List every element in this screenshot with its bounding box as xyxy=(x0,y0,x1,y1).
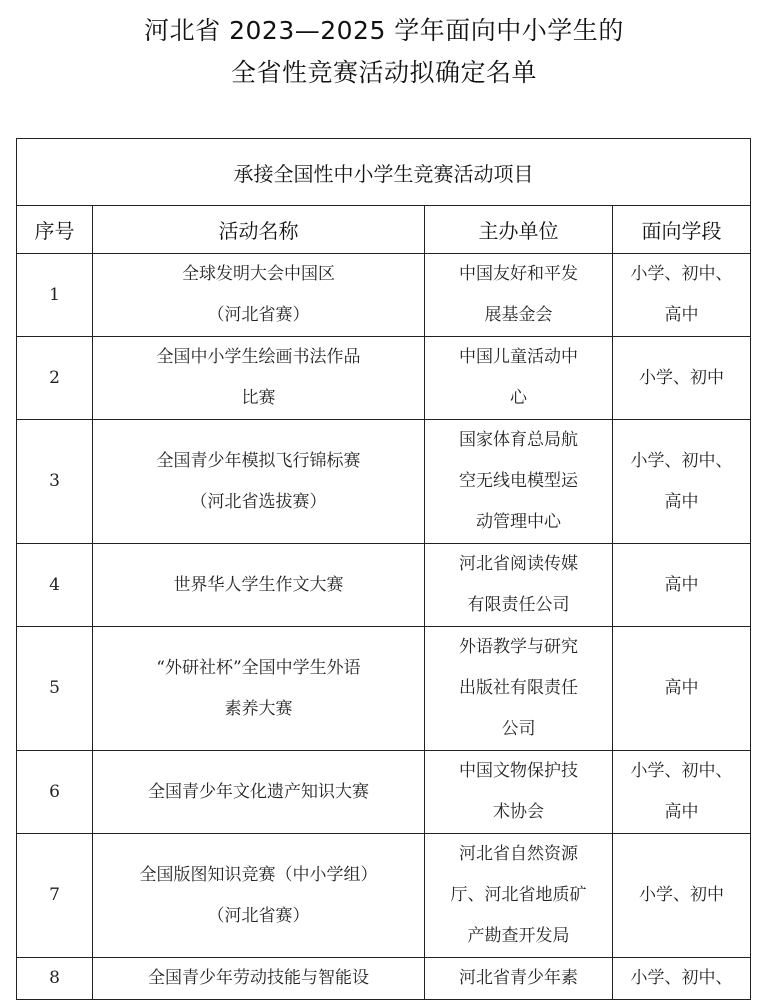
organizer-line: 中国儿童活动中 xyxy=(459,347,578,367)
header-row xyxy=(17,206,751,254)
row-number: 2 xyxy=(17,337,93,420)
competition-table xyxy=(16,138,751,1000)
activity-name-line: 全国中小学生绘画书法作品 xyxy=(156,347,361,367)
table-row xyxy=(17,254,751,337)
organizer-line: 外语教学与研究 xyxy=(459,637,578,657)
activity-name-line: 素养大赛 xyxy=(224,698,293,719)
header-organizer: 主办单位 xyxy=(425,206,613,254)
table-row xyxy=(17,627,751,751)
table-row xyxy=(17,420,751,544)
activity-name xyxy=(93,751,425,834)
activity-name-line: 全国青少年劳动技能与智能设 xyxy=(148,968,369,988)
school-level xyxy=(613,751,751,834)
organizer-line: 中国友好和平发 xyxy=(459,264,578,284)
school-level-line: 高中 xyxy=(664,802,699,822)
table-row xyxy=(17,337,751,420)
activity-name xyxy=(93,420,425,544)
school-level-line: 小学、初中、 xyxy=(630,264,733,284)
title-line-1: 河北省 2023—2025 学年面向中小学生的 xyxy=(144,16,624,45)
school-level xyxy=(613,627,751,751)
organizer-line: 术协会 xyxy=(493,802,544,822)
school-level xyxy=(613,337,751,420)
organizer xyxy=(425,544,613,627)
organizer-line: 产勘查开发局 xyxy=(467,926,570,946)
school-level-line: 小学、初中、 xyxy=(630,450,733,471)
organizer-line: 河北省阅读传媒 xyxy=(459,554,578,574)
row-number: 4 xyxy=(17,544,93,627)
row-number: 1 xyxy=(17,254,93,337)
school-level-line: 小学、初中 xyxy=(639,885,724,905)
row-number: 6 xyxy=(17,751,93,834)
activity-name xyxy=(93,254,425,337)
activity-name-line: 全球发明大会中国区 xyxy=(182,264,335,284)
organizer xyxy=(425,627,613,751)
activity-name-line: 世界华人学生作文大赛 xyxy=(173,574,344,595)
school-level-line: 高中 xyxy=(664,491,699,512)
organizer xyxy=(425,834,613,958)
school-level xyxy=(613,254,751,337)
table-row xyxy=(17,751,751,834)
table-row xyxy=(17,834,751,958)
table-row xyxy=(17,958,751,1000)
organizer-line: 动管理中心 xyxy=(476,512,561,532)
organizer-line: 中国文物保护技 xyxy=(459,761,578,781)
school-level xyxy=(613,544,751,627)
section-title: 承接全国性中小学生竞赛活动项目 xyxy=(17,139,751,206)
header-activity-name: 活动名称 xyxy=(93,206,425,254)
organizer-line: 出版社有限责任 xyxy=(459,678,578,698)
row-number: 8 xyxy=(17,958,93,1000)
organizer xyxy=(425,751,613,834)
school-level-line: 小学、初中、 xyxy=(630,761,733,781)
header-no: 序号 xyxy=(17,206,93,254)
table-row xyxy=(17,544,751,627)
activity-name-line: （河北省选拔赛） xyxy=(190,491,327,512)
organizer-line: 河北省青少年素 xyxy=(459,968,578,988)
row-number: 3 xyxy=(17,420,93,544)
organizer xyxy=(425,337,613,420)
school-level xyxy=(613,834,751,958)
activity-name xyxy=(93,958,425,1000)
school-level-line: 小学、初中、 xyxy=(630,968,733,988)
activity-name-line: 全国青少年文化遗产知识大赛 xyxy=(148,781,369,802)
activity-name xyxy=(93,544,425,627)
row-number: 5 xyxy=(17,627,93,751)
activity-name xyxy=(93,337,425,420)
activity-name xyxy=(93,834,425,958)
school-level xyxy=(613,420,751,544)
school-level xyxy=(613,958,751,1000)
document-title xyxy=(0,10,768,94)
row-number: 7 xyxy=(17,834,93,958)
organizer-line: 河北省自然资源 xyxy=(459,844,578,864)
organizer xyxy=(425,958,613,1000)
activity-name-line: 全国版图知识竞赛（中小学组） xyxy=(139,864,378,885)
header-school-level: 面向学段 xyxy=(613,206,751,254)
school-level-line: 高中 xyxy=(664,305,699,325)
organizer-line: 厅、河北省地质矿 xyxy=(450,885,587,905)
activity-name-line: 全国青少年模拟飞行锦标赛 xyxy=(156,450,361,471)
organizer-line: 国家体育总局航 xyxy=(459,430,578,450)
activity-name-line: 比赛 xyxy=(241,388,276,408)
organizer xyxy=(425,254,613,337)
school-level-line: 高中 xyxy=(664,574,699,595)
organizer-line: 空无线电模型运 xyxy=(459,471,578,491)
school-level-line: 小学、初中 xyxy=(639,367,724,388)
activity-name xyxy=(93,627,425,751)
organizer-line: 心 xyxy=(510,388,527,408)
activity-name-line: （河北省赛） xyxy=(207,305,310,325)
organizer-line: 公司 xyxy=(501,719,536,739)
activity-name-line: “外研社杯”全国中学生外语 xyxy=(156,657,361,678)
organizer-line: 有限责任公司 xyxy=(467,595,570,615)
section-title-row xyxy=(17,139,751,206)
activity-name-line: （河北省赛） xyxy=(207,905,310,926)
organizer xyxy=(425,420,613,544)
school-level-line: 高中 xyxy=(664,678,699,698)
organizer-line: 展基金会 xyxy=(484,305,553,325)
title-line-2: 全省性竞赛活动拟确定名单 xyxy=(230,58,537,87)
